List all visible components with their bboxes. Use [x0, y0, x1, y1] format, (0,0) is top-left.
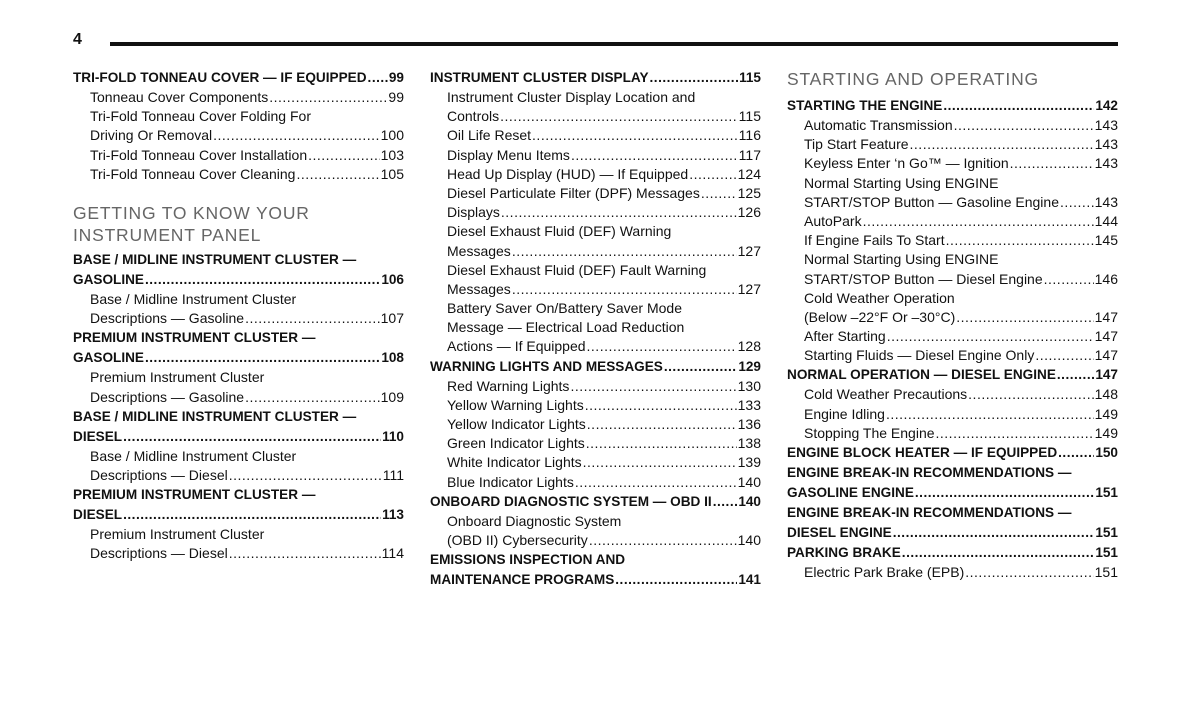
toc-entry-title: White Indicator Lights — [447, 454, 582, 471]
toc-entry-main[interactable] — [73, 328, 404, 368]
toc-page-number: 151 — [1095, 485, 1118, 500]
toc-entry-title: DIESEL — [73, 507, 123, 523]
toc-entry-sub[interactable] — [787, 212, 1118, 231]
toc-entry-title: Instrument Cluster Display Location and — [447, 89, 696, 105]
toc-page-number: 140 — [737, 531, 761, 548]
toc-entry-sub[interactable] — [73, 88, 404, 107]
page-number: 4 — [73, 31, 82, 48]
toc-entry-title: Base / Midline Instrument Cluster — [90, 290, 297, 307]
dot-leader — [368, 68, 388, 88]
toc-entry-main[interactable] — [430, 68, 761, 88]
toc-entry-sub[interactable] — [430, 377, 761, 396]
toc-entry-sub[interactable] — [73, 368, 404, 406]
dot-leader — [1010, 154, 1094, 173]
toc-page-number: 150 — [1095, 445, 1118, 460]
toc-entry-title: If Engine Fails To Start — [804, 232, 945, 249]
toc-entry-title: Yellow Warning Lights — [447, 396, 584, 413]
dot-leader — [965, 563, 1093, 582]
toc-page-number: 151 — [1095, 545, 1118, 560]
toc-entry-title: BASE / MIDLINE INSTRUMENT CLUSTER — — [73, 408, 357, 424]
toc-entry-title: ENGINE BLOCK HEATER — IF EQUIPPED — [787, 445, 1058, 460]
dot-leader — [956, 308, 1093, 327]
toc-entry-title: Green Indicator Lights — [447, 435, 585, 452]
toc-entry-title: Battery Saver On/Battery Saver Mode — [447, 300, 682, 317]
toc-entry-title: PARKING BRAKE — [787, 545, 901, 560]
toc-entry-sub[interactable] — [787, 424, 1118, 443]
toc-entry-sub[interactable] — [430, 184, 761, 203]
toc-entry-title: DIESEL — [73, 428, 123, 444]
toc-entry-title: NORMAL OPERATION — DIESEL ENGINE — [787, 367, 1056, 383]
dot-leader — [245, 388, 380, 407]
dot-leader — [1060, 193, 1094, 212]
dot-leader — [501, 203, 737, 222]
toc-entry-sub[interactable] — [430, 453, 761, 472]
dot-leader — [943, 96, 1094, 116]
toc-entry-title: Messages — [447, 280, 511, 297]
dot-leader — [145, 270, 380, 290]
toc-page-number: 133 — [737, 396, 761, 413]
toc-entry-main[interactable] — [430, 550, 761, 590]
toc-entry-title: (OBD II) Cybersecurity — [447, 531, 588, 548]
dot-leader — [713, 492, 738, 512]
dot-leader — [615, 570, 737, 590]
toc-entry-title: After Starting — [804, 328, 886, 345]
dot-leader — [954, 116, 1094, 135]
toc-entry-sub[interactable] — [430, 396, 761, 415]
dot-leader — [570, 377, 736, 396]
toc-entry-main[interactable] — [73, 68, 404, 88]
toc-entry-main[interactable] — [787, 503, 1118, 543]
toc-page-number: 99 — [388, 70, 404, 85]
toc-page-number: 144 — [1094, 212, 1118, 229]
toc-entry-sub[interactable] — [430, 126, 761, 145]
toc-entry-title: Cold Weather Operation — [804, 289, 955, 306]
toc-entry-main[interactable] — [73, 407, 404, 447]
dot-leader — [500, 107, 738, 126]
dot-leader — [968, 385, 1093, 404]
toc-entry-sub[interactable] — [787, 563, 1118, 582]
section-heading-line: GETTING TO KNOW YOUR — [73, 202, 310, 223]
toc-page-number: 99 — [388, 89, 404, 105]
toc-entry-title: Tri-Fold Tonneau Cover Cleaning — [90, 165, 296, 182]
toc-column-3 — [787, 68, 1118, 582]
toc-page-number: 143 — [1094, 155, 1118, 172]
dot-leader — [585, 396, 737, 415]
toc-entry-sub[interactable] — [430, 261, 761, 299]
dot-leader — [902, 543, 1095, 563]
toc-entry-title: Base / Midline Instrument Cluster — [90, 447, 297, 464]
toc-page-number: 141 — [738, 572, 761, 588]
toc-entry-sub[interactable] — [430, 222, 761, 260]
toc-entry-sub[interactable] — [787, 405, 1118, 424]
toc-page-number: 143 — [1094, 117, 1118, 133]
toc-entry-sub[interactable] — [787, 385, 1118, 404]
toc-entry-title: AutoPark — [804, 212, 862, 229]
toc-entry-sub[interactable] — [430, 473, 761, 492]
section-heading-line: INSTRUMENT PANEL — [73, 224, 262, 245]
toc-page-number: 151 — [1095, 525, 1118, 540]
toc-entry-sub[interactable] — [787, 174, 1118, 212]
dot-leader — [886, 405, 1094, 424]
dot-leader — [1058, 443, 1094, 463]
toc-entry-title: Normal Starting Using ENGINE — [804, 174, 999, 191]
toc-page-number: 140 — [738, 493, 761, 509]
toc-entry-title: ENGINE BREAK-IN RECOMMENDATIONS — — [787, 465, 1072, 480]
toc-entry-sub[interactable] — [787, 116, 1118, 135]
toc-entry-title: Keyless Enter ‘n Go™ — Ignition — [804, 155, 1009, 172]
toc-entry-sub[interactable] — [73, 525, 404, 563]
dot-leader — [575, 473, 737, 492]
toc-page-number: 103 — [380, 146, 404, 163]
dot-leader — [245, 309, 380, 328]
dot-leader — [583, 453, 737, 472]
toc-page-number: 113 — [382, 507, 404, 523]
toc-entry-title: Tip Start Feature — [804, 136, 909, 153]
toc-page-number: 147 — [1095, 367, 1118, 383]
toc-entry-title: (Below –22°F Or –30°C) — [804, 308, 956, 325]
toc-page-number: 140 — [737, 473, 761, 490]
section-heading-line: STARTING AND OPERATING — [787, 69, 1039, 89]
toc-page-number: 148 — [1094, 386, 1118, 403]
toc-entry-main[interactable] — [787, 463, 1118, 503]
toc-entry-title: Descriptions — Diesel — [90, 466, 228, 483]
toc-entry-title: Normal Starting Using ENGINE — [804, 251, 999, 268]
toc-entry-title: Tonneau Cover Components — [90, 89, 269, 105]
toc-entry-sub[interactable] — [430, 434, 761, 453]
dot-leader — [1057, 365, 1094, 385]
toc-entry-title: Premium Instrument Cluster — [90, 369, 265, 386]
toc-entry-main[interactable] — [787, 365, 1118, 385]
header-rule — [110, 42, 1118, 46]
toc-entry-title: Blue Indicator Lights — [447, 473, 574, 490]
toc-column-2 — [430, 68, 761, 590]
toc-entry-title: TRI-FOLD TONNEAU COVER — IF EQUIPPED — [73, 70, 367, 85]
toc-entry-sub[interactable] — [787, 231, 1118, 250]
dot-leader — [229, 544, 381, 563]
toc-entry-title: Premium Instrument Cluster — [90, 526, 265, 543]
toc-entry-sub[interactable] — [73, 447, 404, 485]
toc-entry-title: Diesel Exhaust Fluid (DEF) Warning — [447, 223, 672, 240]
toc-entry-main[interactable] — [787, 96, 1118, 116]
toc-entry-title: STARTING THE ENGINE — [787, 98, 943, 113]
dot-leader — [123, 505, 381, 525]
toc-entry-title: Diesel Particulate Filter (DPF) Messages — [447, 184, 700, 201]
dot-leader — [863, 212, 1094, 231]
toc-entry-sub[interactable] — [430, 512, 761, 550]
toc-page-number: 149 — [1094, 424, 1118, 441]
toc-entry-title: Yellow Indicator Lights — [447, 416, 586, 432]
dot-leader — [586, 434, 737, 453]
toc-entry-title: Message — Electrical Load Reduction — [447, 319, 685, 336]
toc-page-number: 139 — [737, 454, 761, 471]
toc-entry-sub[interactable] — [430, 299, 761, 357]
toc-entry-title: Display Menu Items — [447, 146, 570, 163]
toc-page-number: 130 — [737, 377, 761, 394]
toc-page-number: 127 — [737, 242, 761, 259]
toc-page-number: 138 — [737, 435, 761, 452]
toc-entry-title: DIESEL ENGINE — [787, 525, 892, 540]
toc-page-number: 142 — [1095, 98, 1118, 113]
toc-entry-sub[interactable] — [73, 165, 404, 184]
toc-page-number: 107 — [380, 310, 404, 327]
toc-entry-title: BASE / MIDLINE INSTRUMENT CLUSTER — — [73, 251, 357, 267]
dot-leader — [893, 523, 1095, 543]
section-heading — [73, 202, 404, 246]
toc-entry-sub[interactable] — [787, 346, 1118, 365]
dot-leader — [689, 165, 736, 184]
toc-entry-title: Stopping The Engine — [804, 424, 935, 441]
toc-page-number: 105 — [380, 165, 404, 182]
toc-page-number: 114 — [381, 545, 404, 562]
toc-entry-title: Tri-Fold Tonneau Cover Folding For — [90, 108, 311, 125]
toc-entry-sub[interactable] — [430, 165, 761, 184]
toc-entry-title: PREMIUM INSTRUMENT CLUSTER — — [73, 330, 316, 346]
toc-page-number: 143 — [1094, 136, 1118, 153]
toc-page-number: 115 — [739, 70, 761, 85]
toc-entry-title: Oil Life Reset — [447, 127, 532, 144]
dot-leader — [571, 146, 738, 165]
toc-entry-title: Displays — [447, 204, 500, 221]
toc-entry-title: Starting Fluids — Diesel Engine Only — [804, 347, 1035, 364]
toc-page-number: 117 — [738, 146, 761, 163]
dot-leader — [308, 146, 380, 165]
dot-leader — [936, 424, 1094, 443]
dot-leader — [123, 427, 381, 447]
toc-entry-sub[interactable] — [73, 290, 404, 328]
toc-entry-title: INSTRUMENT CLUSTER DISPLAY — [430, 70, 649, 85]
toc-entry-main[interactable] — [787, 543, 1118, 563]
toc-page-number: 149 — [1094, 405, 1118, 422]
toc-entry-title: MAINTENANCE PROGRAMS — [430, 572, 615, 588]
toc-entry-main[interactable] — [73, 250, 404, 290]
toc-page-number: 108 — [381, 350, 404, 366]
toc-page-number: 129 — [738, 358, 761, 374]
toc-entry-sub[interactable] — [73, 146, 404, 165]
toc-entry-sub[interactable] — [430, 203, 761, 222]
toc-entry-title: Descriptions — Gasoline — [90, 388, 245, 405]
toc-entry-title: WARNING LIGHTS AND MESSAGES — [430, 358, 663, 374]
toc-page-number: 151 — [1094, 564, 1118, 580]
toc-page-number: 100 — [380, 127, 404, 144]
toc-entry-main[interactable] — [430, 492, 761, 512]
toc-entry-title: GASOLINE — [73, 350, 144, 366]
toc-entry-title: Descriptions — Diesel — [90, 545, 228, 562]
dot-leader — [229, 466, 382, 485]
toc-page-number: 147 — [1094, 347, 1118, 364]
dot-leader — [587, 337, 737, 356]
toc-entry-sub[interactable] — [787, 327, 1118, 346]
toc-entry-title: Engine Idling — [804, 405, 885, 422]
toc-page-number: 143 — [1094, 193, 1118, 210]
toc-page-number: 145 — [1094, 232, 1118, 249]
toc-entry-sub[interactable] — [787, 135, 1118, 154]
toc-entry-title: Driving Or Removal — [90, 127, 213, 144]
dot-leader — [512, 242, 737, 261]
dot-leader — [532, 126, 738, 145]
toc-entry-title: Messages — [447, 242, 511, 259]
dot-leader — [145, 348, 380, 368]
dot-leader — [650, 68, 739, 88]
toc-page-number: 125 — [737, 184, 761, 201]
toc-entry-title: Head Up Display (HUD) — If Equipped — [447, 165, 689, 182]
toc-entry-title: Electric Park Brake (EPB) — [804, 564, 965, 580]
toc-entry-sub[interactable] — [73, 107, 404, 145]
toc-entry-sub[interactable] — [787, 289, 1118, 327]
toc-entry-title: START/STOP Button — Diesel Engine — [804, 270, 1043, 287]
toc-entry-title: GASOLINE — [73, 271, 144, 287]
toc-page-number: 146 — [1094, 270, 1118, 287]
dot-leader — [910, 135, 1094, 154]
toc-entry-title: Actions — If Equipped — [447, 338, 586, 355]
section-heading — [787, 68, 1118, 90]
dot-leader — [915, 483, 1094, 503]
dot-leader — [512, 280, 737, 299]
toc-page-number: 136 — [737, 416, 761, 432]
toc-entry-title: Onboard Diagnostic System — [447, 512, 622, 529]
toc-entry-title: Cold Weather Precautions — [804, 386, 968, 403]
toc-entry-title: ENGINE BREAK-IN RECOMMENDATIONS — — [787, 505, 1072, 520]
toc-entry-sub[interactable] — [787, 154, 1118, 173]
toc-page-number: 116 — [738, 127, 761, 144]
dot-leader — [664, 357, 737, 377]
dot-leader — [1035, 346, 1093, 365]
dot-leader — [296, 165, 379, 184]
toc-entry-title: START/STOP Button — Gasoline Engine — [804, 193, 1059, 210]
dot-leader — [587, 415, 737, 434]
toc-page-number: 106 — [381, 271, 404, 287]
toc-page-number: 115 — [738, 108, 761, 125]
toc-page-number: 147 — [1094, 308, 1118, 325]
toc-entry-main[interactable] — [787, 443, 1118, 463]
toc-entry-sub[interactable] — [430, 146, 761, 165]
toc-entry-title: Diesel Exhaust Fluid (DEF) Fault Warning — [447, 261, 707, 278]
toc-page-number: 124 — [737, 165, 761, 182]
toc-column-1 — [73, 68, 404, 563]
toc-page-number: 127 — [737, 280, 761, 297]
toc-entry-title: Descriptions — Gasoline — [90, 310, 245, 327]
dot-leader — [269, 88, 387, 107]
toc-entry-main[interactable] — [73, 485, 404, 525]
toc-entry-title: Red Warning Lights — [447, 377, 570, 394]
toc-entry-title: EMISSIONS INSPECTION AND — [430, 552, 626, 568]
toc-page-number: 110 — [382, 428, 404, 444]
toc-entry-title: Controls — [447, 108, 500, 125]
toc-entry-title: Tri-Fold Tonneau Cover Installation — [90, 146, 308, 163]
toc-page-number: 128 — [737, 338, 761, 355]
dot-leader — [701, 184, 737, 203]
toc-entry-title: GASOLINE ENGINE — [787, 485, 914, 500]
toc-entry-title: ONBOARD DIAGNOSTIC SYSTEM — OBD II — [430, 493, 712, 509]
toc-page-number: 111 — [382, 466, 404, 483]
toc-entry-sub[interactable] — [787, 250, 1118, 288]
toc-entry-sub[interactable] — [430, 415, 761, 434]
toc-entry-title: Automatic Transmission — [804, 117, 953, 133]
dot-leader — [589, 531, 737, 550]
toc-entry-title: PREMIUM INSTRUMENT CLUSTER — — [73, 487, 316, 503]
dot-leader — [1044, 270, 1094, 289]
dot-leader — [213, 126, 380, 145]
toc-page-number: 147 — [1094, 328, 1118, 345]
toc-entry-main[interactable] — [430, 357, 761, 377]
dot-leader — [887, 327, 1094, 346]
toc-page-number: 126 — [737, 204, 761, 221]
toc-entry-sub[interactable] — [430, 88, 761, 126]
toc-page-number: 109 — [380, 388, 404, 405]
dot-leader — [946, 231, 1094, 250]
